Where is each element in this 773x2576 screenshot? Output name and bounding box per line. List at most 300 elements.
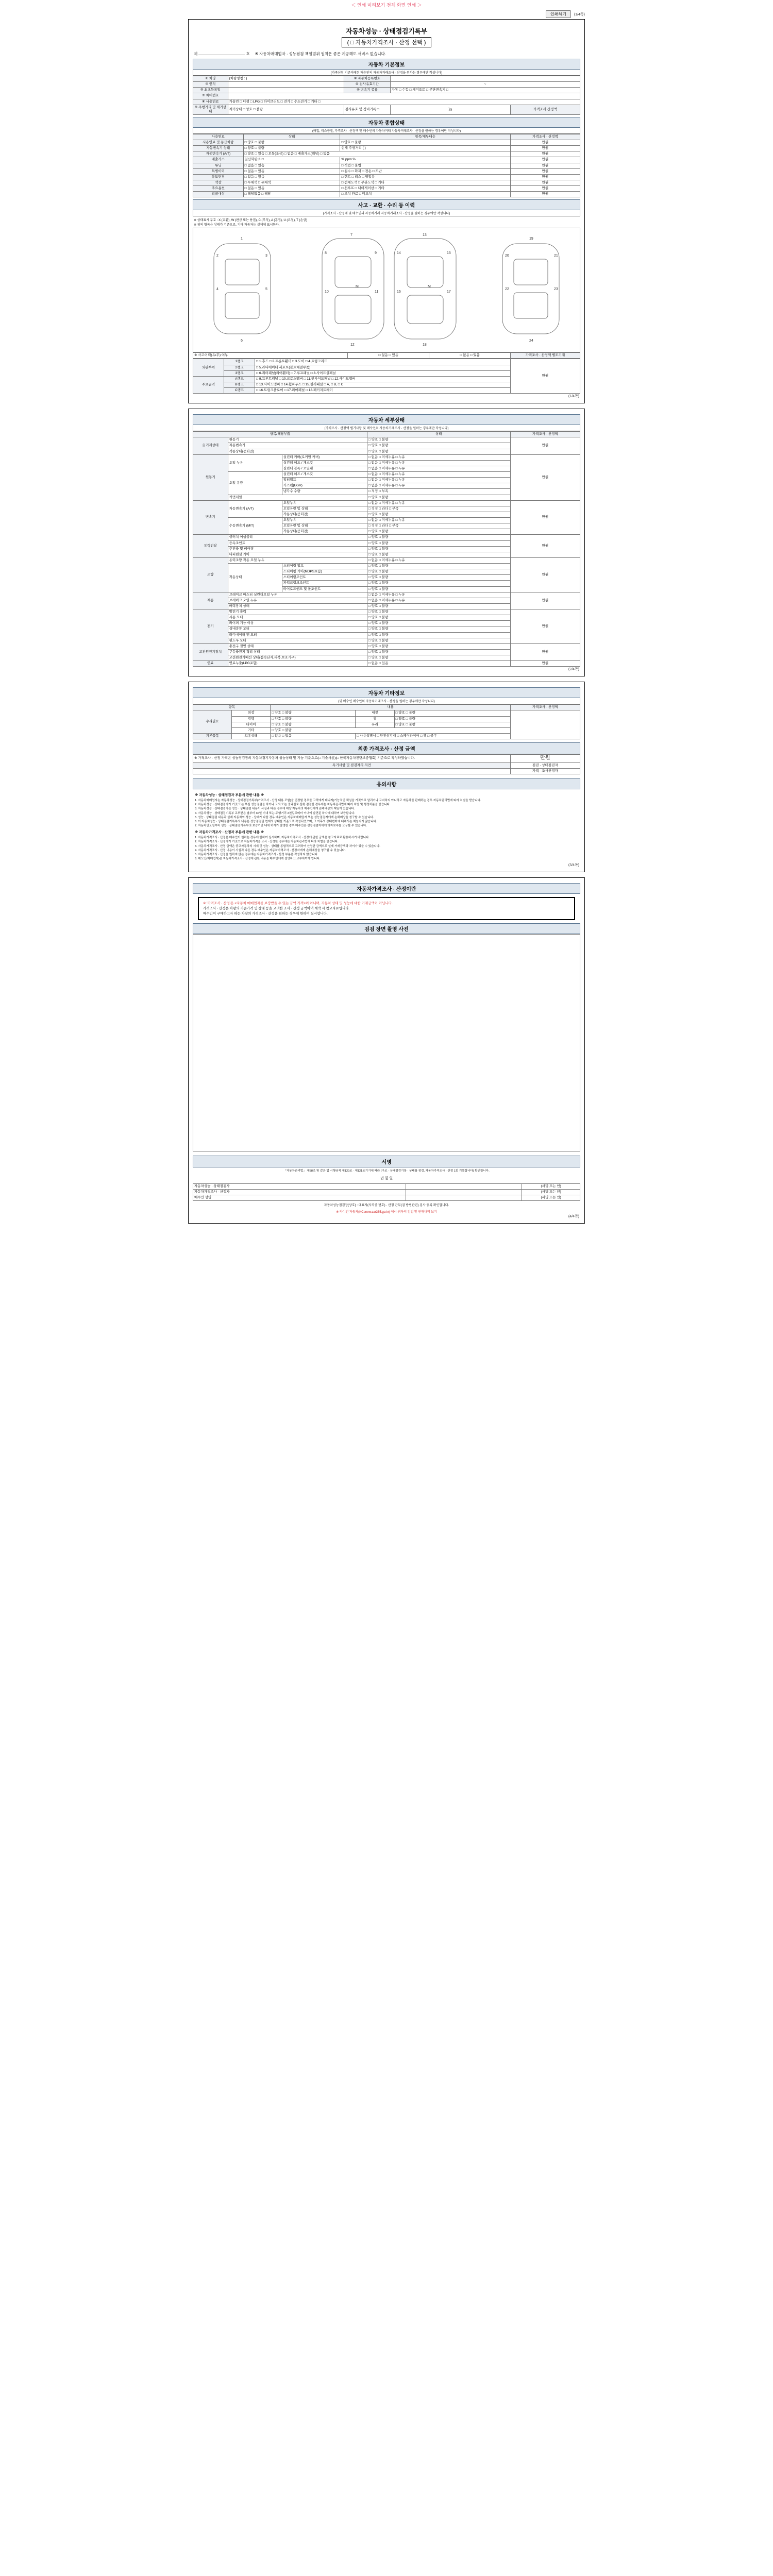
parts-price[interactable]: 만원 [510,359,580,394]
overall-detail-8[interactable]: □ 선루프 □ 내비게이션 □ 기타 [340,186,510,192]
page-indicator-p3: (3/4쪽) [568,863,579,868]
terms-band: 유의사항 [193,778,580,789]
other-item-1: 광택 [232,716,271,722]
detail-state-3-0[interactable]: □ 양호 □ 불량 [367,535,510,540]
detail-item-5-0: 브레이크 마스터 실린더오일 누유 [228,592,367,598]
detail-sub-1-3: 실린더 헤드 / 개스킷 [282,472,367,478]
row-value-firstreg[interactable] [228,88,344,93]
detail-item-6-4: 라디에이터 팬 모터 [228,632,367,638]
section-accident-band: 사고 · 교환 · 수리 등 이력 [193,199,580,210]
row-label-carname: ① 차명 [193,76,228,82]
other-info-table [193,704,580,739]
svg-text:21: 21 [554,254,558,258]
overall-detail-3[interactable]: % ppm % [340,157,510,163]
overall-price-0[interactable]: 만원 [510,140,580,146]
appraisal-warn-2: 매수인이 구매하고자 하는 차량의 가격조사 · 산정을 원하는 경우에 한하여 실시합니다. [203,911,328,916]
sig-label-0: 자동차성능 · 상태점검자 [193,1183,406,1189]
svg-text:12: 12 [350,343,355,347]
overall-detail-9[interactable]: □ 조치 완료 □ 미조치 [340,192,510,197]
svg-text:2: 2 [216,254,219,258]
overall-item-1[interactable]: □ 양호 □ 불량 [243,146,340,151]
remark-label: 특기사항 및 점검자의 의견 [193,762,511,768]
row-label-plate: ② 자동차등록번호 [344,76,390,82]
th-detail-2: 상태 [367,432,510,437]
detail-sub-2-2: 작동상태(공회전) [282,512,367,517]
svg-text:8: 8 [325,251,327,256]
detail-price-7[interactable]: 만원 [510,643,580,660]
detail-price-8[interactable]: 만원 [510,661,580,667]
section-other-band: 자동차 기타정보 [193,687,580,698]
parts-grade-2: 3랭크 [224,370,255,376]
detail-sub-4-5: 타이로드엔드 및 볼조인트 [282,586,367,592]
detail-item-3-2: 추진축 및 베어링 [228,546,367,552]
parts-items-5[interactable]: □ 16.트렁크플로어 □ 17.리어패널 □ 18.패키지트레이 [255,388,511,394]
th-overall-3: 가격조사 · 산정액 [510,134,580,140]
parts-grade-0: 1랭크 [224,359,255,365]
detail-state-3-2[interactable]: □ 양호 □ 불량 [367,546,510,552]
detail-item-0-2: 작동상태(공회전) [228,449,367,454]
terms-head-1: ※ 자동차성능 · 상태점검자 부분에 관한 내용 ※ [195,793,264,797]
detail-state-5-0[interactable]: □ 없음 □ 미세누유 □ 누유 [367,592,510,598]
detail-state-5-1[interactable]: □ 없음 □ 미세누유 □ 누유 [367,598,510,603]
overall-price-7[interactable]: 만원 [510,180,580,185]
page-indicator-p4: (4/4쪽) [568,1214,579,1218]
overall-item-7[interactable]: □ 무채색 □ 유채색 [243,180,340,185]
detail-sub-4-2: 스티어링 기어(MDPS포함) [282,569,367,575]
detail-item-4-0: 동력조향 작동 오일 누유 [228,557,367,563]
svg-text:9: 9 [375,251,377,256]
overall-price-8[interactable]: 만원 [510,186,580,192]
row-value-vin[interactable] [228,93,580,99]
detail-state-7-0[interactable]: □ 양호 □ 불량 [367,643,510,649]
row-value-year[interactable] [228,82,344,88]
detail-item-1-7: 커먼레일 [228,495,367,500]
detail-item-7-2: 고전원전기배선 상태(접속단자,피복,보호기구) [228,655,367,661]
terms-2-5: 6. 매도인(매매업자)은 자동차가격조사 · 산정에 관한 내용을 매수인에게 설명하고 교부하여야 합니다. [195,857,321,860]
other-left-1[interactable]: □ 양호 □ 불량 [271,716,356,722]
th-detail-3: 가격조사 · 산정액 [510,432,580,437]
overall-cat-5: 특별이력 [193,168,244,174]
other-midlabel-2: 유리 [356,722,394,727]
svg-text:M: M [428,285,431,289]
other-left-0[interactable]: □ 양호 □ 불량 [271,710,356,716]
row-label-vin: ⑦ 차대번호 [193,93,228,99]
appraisal-warn-1: 가격조사 · 산정은 차량의 기준가격 및 상태 등을 고려한 조사 · 산정 금액이며 계약 시 참고자료입니다. [203,906,350,910]
detail-item-8-0: 연료누출(LPG포함) [228,661,367,667]
total-price-band: 최종 가격조사 · 산정 금액 [193,742,580,754]
signature-table [193,1183,580,1201]
parts-grade-1: 2랭크 [224,365,255,370]
other-left-2[interactable]: □ 양호 □ 불량 [271,722,356,727]
terms-2-0: 1. 자동차가격조사 · 산정은 매수인이 원하는 경우에 한하여 실시하며, 자동차가격조사 · 산정에 관한 금액은 참고자료로 활용하시기 바랍니다. [195,836,369,840]
detail-state-6-4[interactable]: □ 양호 □ 불량 [367,632,510,638]
overall-item-0[interactable]: □ 양호 □ 불량 [243,140,340,146]
detail-state-2-5[interactable]: □ 양호 □ 불량 [367,529,510,535]
th-overall-0: 사용연료 [193,134,244,140]
detail-group-3: 동력전달 [193,535,228,558]
svg-text:14: 14 [397,251,401,256]
sig-label-2: 매수인 성명 [193,1195,406,1200]
appraisal-warning-box [198,897,575,920]
footer-note: ※ 카디건 자동차(KCenew.car365.go.kr) 에서 귀하의 검검 및 판매내역 보기 [336,1210,437,1214]
print-button[interactable]: 인쇄하기 [546,10,571,18]
detail-item-6-2: 와이퍼 기능 이상 [228,621,367,626]
svg-text:23: 23 [554,287,558,292]
detail-item-5-1: 브레이크 오일 누유 [228,598,367,603]
detail-sub-2-5: 작동상태(공회전) [282,529,367,535]
remark-blank[interactable] [193,768,511,774]
detail-item-2-3: 수동변속기 (M/T) [228,518,282,535]
detail-sub-4-3: 스티어링조인트 [282,575,367,581]
section-detail-note: (가격조사 · 산정액 별기사항 및 매수인의 자동차거래조사 · 산정을 원하는 경우에만 작성니다) [193,425,580,431]
detail-item-6-3: 실내송풍 모터 [228,626,367,632]
detail-item-3-0: 클러치 어셈블리 [228,535,367,540]
overall-price-2[interactable]: 만원 [510,151,580,157]
row-label-inspect: ④ 검사유효기간 [344,82,390,88]
detail-item-0-0: 원동기 [228,437,367,443]
decl-prefix: 제 [194,52,198,56]
other-mid-2[interactable]: □ 양호 □ 불량 [394,722,510,727]
accident-option-left[interactable]: □ 없음 □ 있음 [348,353,429,359]
detail-state-1-4[interactable]: □ 없음 □ 미세누유 □ 누유 [367,478,510,483]
signature-date[interactable]: 년 월 일 [380,1177,393,1181]
svg-text:11: 11 [375,290,379,294]
detail-state-7-2[interactable]: □ 양호 □ 불량 [367,655,510,661]
detail-item-7-1: 구동축전지 격리 상태 [228,649,367,655]
parts-cat-outer: 외판부위 [193,359,224,376]
declaration-line [194,51,579,57]
detail-item-7-0: 충전구 절연 상태 [228,643,367,649]
overall-price-3[interactable]: 만원 [510,157,580,163]
detail-state-6-5[interactable]: □ 양호 □ 불량 [367,638,510,643]
detail-state-4-0[interactable]: □ 없음 □ 미세누유 □ 누유 [367,557,510,563]
row-value-transmission[interactable]: 자동 □ 수동 □ 세미오토 □ 무단변속기 □ [390,88,580,93]
total-value[interactable]: 만원 [510,755,580,763]
row-value-mileage-unit: ㎞ [390,105,510,114]
terms-1-4: 5. 성능 · 상태점검 내용과 실제 자동차의 성능 · 상태가 다를 경우 매수인은 자동차매매업자 또는 성능점검자에게 손해배상을 청구할 수 있습니다. [195,816,374,819]
svg-text:19: 19 [529,237,533,241]
svg-text:4: 4 [216,287,219,292]
detail-item-6-0: 발전기 출력 [228,609,367,615]
accident-label: ※ 사고이력(유/무) 여부 [193,353,348,359]
overall-item-4[interactable]: □ 없음 □ 있음 [243,163,340,168]
print-toolbar [188,9,585,19]
detail-price-5[interactable]: 만원 [510,592,580,609]
svg-text:20: 20 [505,254,509,258]
detail-state-6-3[interactable]: □ 양호 □ 불량 [367,626,510,632]
other-mid-4[interactable]: □ 사용설명서 □ 안전삼각대 □ 스페어타이어 □ 잭 □ 공구 [356,733,510,739]
th-other-1: 내용 [271,705,511,710]
detail-state-2-1[interactable]: □ 적정 □ 과다 □ 부족 [367,506,510,512]
detail-group-8: 연료 [193,661,228,667]
th-other-0: 항목 [193,705,271,710]
terms-1-6: 7. 자동차인도일부터 성능 · 상태점검기록부의 보증기간 내에 하자가 발생한 경우 매수인은 성능점검자에게 하자보수를 요구할 수 있습니다. [195,824,367,827]
overall-price-9[interactable]: 만원 [510,192,580,197]
overall-cat-3: 배출가스 [193,157,244,163]
detail-sub-2-4: 오일유량 및 상태 [282,523,367,529]
sig-seal-2[interactable]: (서명 또는 인) [522,1195,580,1200]
other-left-3[interactable]: □ 양호 □ 불량 [271,727,511,733]
overall-detail-0[interactable]: □ 양호 □ 불량 [340,140,510,146]
section-basic-info-band: 자동차 기본정보 [193,59,580,70]
detail-state-1-1[interactable]: □ 없음 □ 미세누유 □ 누유 [367,460,510,466]
detail-item-0-1: 자동변속기 [228,443,367,449]
svg-text:13: 13 [423,233,427,238]
svg-text:10: 10 [325,290,329,294]
overall-cat-0: 사용연료 및 동급차량 [193,140,244,146]
detail-state-1-6[interactable]: □ 적정 □ 부족 [367,489,510,495]
inspection-photo-area[interactable] [193,934,580,1151]
overall-price-4[interactable]: 만원 [510,163,580,168]
row-value-mileage-state[interactable]: 계기상태 □ 양호 □ 불량 [228,105,344,114]
overall-detail-1[interactable]: 현재 주행거리 ( ) [340,146,510,151]
appraisal-def-band: 자동차가격조사 · 산정이란 [193,883,580,894]
top-notice-bar [0,0,773,9]
parts-items-1[interactable]: □ 5.라디에이터 서포트(볼트체결부품) [255,365,511,370]
legend-line-2: ※ 위의 항목은 상태가 기준으로, 기타 자동차는 실제에 표시한다. [194,224,280,227]
detail-state-7-1[interactable]: □ 양호 □ 불량 [367,649,510,655]
overall-cat-2: 자동변속기 (A/T) [193,151,244,157]
detail-state-5-2[interactable]: □ 양호 □ 불량 [367,603,510,609]
overall-item-8[interactable]: □ 없음 □ 있음 [243,186,340,192]
overall-item-2[interactable]: □ 양호 □ 있음 □ 보통(조금) □ 없음 □ 배출가스(해당) □ 없음 [243,151,510,157]
print-notice: ＜ 인쇄 미리보기 전체 화면 인쇄 ＞ [351,3,422,8]
parts-cat-frame: 주요골격 [193,376,224,393]
detail-state-0-0[interactable]: □ 양호 □ 불량 [367,437,510,443]
detail-group-6: 전기 [193,609,228,644]
detail-price-3[interactable]: 만원 [510,535,580,558]
row-value-mileage-price: 가격조사 산정액 [510,105,580,114]
detail-state-1-7[interactable]: □ 양호 □ 불량 [367,495,510,500]
svg-text:1: 1 [241,237,243,241]
photo-band: 검검 장면 촬영 사진 [193,923,580,934]
overall-cat-8: 주요옵션 [193,186,244,192]
page-1 [188,19,585,403]
other-midlabel-0: 내장 [356,710,394,716]
detail-state-4-2[interactable]: □ 양호 □ 불량 [367,569,510,575]
total-price-table [193,754,580,774]
row-label-mileage: ⑨ 주행거리 및 계기상태 [193,105,228,114]
detail-item-4-1: 작동상태 [228,564,282,592]
car-diagram-svg [193,228,580,349]
row-value-plate[interactable] [390,76,580,82]
other-item-0: 외장 [232,710,271,716]
svg-text:17: 17 [447,290,451,294]
detail-state-6-2[interactable]: □ 양호 □ 불량 [367,621,510,626]
detail-state-1-3[interactable]: □ 없음 □ 미세누유 □ 누유 [367,472,510,478]
overall-item-6[interactable]: □ 없음 □ 있음 [243,174,340,180]
detail-sub-1-4: 워터펌프 [282,478,367,483]
detail-sub-4-4: 파워크랭크조인트 [282,581,367,586]
detail-state-2-0[interactable]: □ 없음 □ 미세누유 □ 누유 [367,500,510,506]
signature-band: 서명 [193,1156,580,1167]
overall-detail-5[interactable]: □ 침수 □ 화재 □ 전손 □ 도난 [340,168,510,174]
accident-summary-table [193,352,580,359]
th-other-2: 가격조사 · 산정액 [510,705,580,710]
detail-item-6-1: 시동 모터 [228,615,367,621]
terms-1-0: 1. 자동차매매업자는 자동차성능 · 상태점검기록부(가격조사 · 산정 내용 포함)을 인정할 경우를 고객에게 매니저(기능적인 책임을 거짓으로 알리거나 고지하지 아니하고 자동차를 판매하는 경우 자동차관리법에 따라 처벌을 받습니다. [195,799,481,803]
overall-price-5[interactable]: 만원 [510,168,580,174]
diagram-legend [193,216,580,228]
overall-price-1[interactable]: 만원 [510,146,580,151]
overall-item-3[interactable]: 일산화탄소 □ [243,157,340,163]
overall-detail-7[interactable]: □ 전체도색 □ 부분도색 □ 기타 [340,180,510,185]
svg-text:5: 5 [265,287,267,292]
remark-appraiser[interactable]: 가격 · 조사산정자 [510,768,580,774]
terms-body [193,789,580,862]
row-value-mileage-record[interactable]: 검사유효 및 정비기록 □ [344,105,390,114]
row-value-fuel[interactable]: 가솔린 □ 디젤 □ LPG □ 하이브리드 □ 전기 □ 수소전기 □ 기타 □ [228,99,580,105]
sig-seal-0[interactable]: (서명 또는 인) [522,1183,580,1189]
sig-label-1: 자동차가격조사 · 산정자 [193,1189,406,1195]
parts-items-4[interactable]: □ 13.사이드멤버 □ 14.휠하우스 □ 15.필러패널 □ A, □ B, □ C [255,382,511,387]
document-root [0,0,773,1224]
sig-seal-1[interactable]: (서명 또는 인) [522,1189,580,1195]
section-other-note: (및 매수인 매수인의 자동차거래조사 · 산정을 원하는 경우에만 작성니다) [193,698,580,704]
overall-cat-4: 튜닝 [193,163,244,168]
section-overall-band: 자동차 종합상태 [193,117,580,128]
section-basic-info-note: (가족신청 기준거래된 매수인의 자동차거래조사 · 산정을 원하는 경우에만 작성니다) [193,70,580,76]
detail-group-1: 원동기 [193,454,228,500]
detail-sub-2-0: 오일누유 [282,500,367,506]
detail-state-3-1[interactable]: □ 양호 □ 불량 [367,540,510,546]
detail-state-4-5[interactable]: □ 양호 □ 불량 [367,586,510,592]
detail-sub-4-1: 스티어링 펌프 [282,564,367,569]
detail-group-5: 제동 [193,592,228,609]
detail-state-2-3[interactable]: □ 없음 □ 미세누유 □ 누유 [367,518,510,523]
page-indicator-p2: (2/4쪽) [568,668,579,672]
signature-statement: 「자동차관리법」 제58조 및 같은 법 시행규칙 제120조 · 제121조기기에 따라 (구조 · 상태점검기록 · 상태를 점검, 자동차가격조사 · 산정 1회 기록합니다) 확인합니다. [283,1170,490,1173]
detail-price-4[interactable]: 만원 [510,557,580,592]
detail-price-6[interactable]: 만원 [510,609,580,644]
parts-items-3[interactable]: □ 9.프론트패널 □ 10.크로스멤버 □ 11.인사이드패널 □ 12.사이드멤버 [255,376,511,382]
row-value-inspect[interactable]: ~ [390,82,580,88]
terms-1-2: 3. 자동차성능 · 상태점검자는 성능 · 상태점검 내용이 사실과 다른 경우에 해당 자동차의 매수인에게 손해배상의 책임이 있습니다. [195,807,355,811]
overall-cat-6: 용도변경 [193,174,244,180]
detail-item-3-1: 등속조인트 [228,540,367,546]
overall-cat-1: 자동변속기 상태 [193,146,244,151]
detail-state-3-3[interactable]: □ 양호 □ 불량 [367,552,510,557]
detail-sub-2-3: 오일누유 [282,518,367,523]
detail-state-table [193,431,580,667]
other-item-4: 보유상태 [232,733,271,739]
other-mid-0[interactable]: □ 양호 □ 불량 [394,710,510,716]
detail-state-2-2[interactable]: □ 양호 □ 불량 [367,512,510,517]
detail-group-2: 변속기 [193,500,228,535]
svg-text:15: 15 [447,251,451,256]
overall-item-9[interactable]: □ 해당없음 □ 해당 [243,192,340,197]
detail-sub-1-5: 가스켓(EGR) [282,483,367,489]
row-label-year: ③ 연식 [193,82,228,88]
detail-sub-1-6: 냉각수 수량 [282,489,367,495]
accident-price-note: 가격조사 · 산정액 별도기재 [510,353,580,359]
svg-text:18: 18 [423,343,427,347]
detail-state-1-5[interactable]: □ 없음 □ 미세누유 □ 누유 [367,483,510,489]
svg-text:3: 3 [265,254,267,258]
row-value-carname[interactable]: (차량명칭 : ) [228,76,344,82]
svg-text:6: 6 [241,339,243,343]
detail-item-5-2: 배력장치 상태 [228,603,367,609]
parts-grade-5: C랭크 [224,388,255,394]
detail-sub-1-1: 실린더 헤드 / 개스킷 [282,460,367,466]
overall-detail-6[interactable]: □ 렌트 □ 리스 □ 영업용 [340,174,510,180]
page-3 [188,682,585,872]
detail-state-6-1[interactable]: □ 양호 □ 불량 [367,615,510,621]
detail-state-1-0[interactable]: □ 없음 □ 미세누유 □ 누유 [367,454,510,460]
detail-state-6-0[interactable]: □ 양호 □ 불량 [367,609,510,615]
detail-state-4-4[interactable]: □ 양호 □ 불량 [367,581,510,586]
parts-items-0[interactable]: □ 1.후드 □ 2.프론트휀더 □ 3.도어 □ 4.트렁크리드 [255,359,511,365]
detail-state-4-1[interactable]: □ 양호 □ 불량 [367,564,510,569]
overall-state-table [193,134,580,197]
other-left-4[interactable]: □ 없음 □ 있음 [271,733,356,739]
other-mid-1[interactable]: □ 양호 □ 불량 [394,716,510,722]
page-indicator-p1: (1/4쪽) [568,395,579,399]
terms-2-1: 2. 자동차가격조사 · 산정자가 거짓으로 자동차가격을 조사 · 산정한 경우에는 자동차관리법에 따라 처벌을 받습니다. [195,840,339,844]
signature-subnote: 자동차성능점검장(상호) : 대표자(자격증 번호) · 산정 근무(검 방법관련) 검사 등록 확인합니다. [324,1204,449,1207]
detail-state-4-3[interactable]: □ 양호 □ 불량 [367,575,510,581]
detail-price-2[interactable]: 만원 [510,500,580,535]
total-note: ※ 가격조사 · 산정 가격은 성능점검장의 자동차경기자동차 성능상태 및 기능 기준으로(□ 기술사용)(□ 한국자동차진단보증협회) 기준으로 작성하였습니다. [193,755,511,763]
decl-no: 호 [246,52,250,56]
detail-state-8-0[interactable]: □ 없음 □ 있음 [367,661,510,667]
sig-input-2[interactable] [406,1195,522,1200]
detail-group-4: 조향 [193,557,228,592]
detail-state-0-1[interactable]: □ 양호 □ 불량 [367,443,510,449]
svg-text:24: 24 [529,339,533,343]
page-subtitle: ( □ 자동차가격조사 · 산정 선택 ) [342,37,432,47]
remark-inspector[interactable]: 점검 · 상태점검자 [510,762,580,768]
section-accident-note: (가격조사 · 산정에 및 매수인의 자동차거래 자동차거래조사 · 산정을 원하는 경우에만 작성니다) [193,210,580,216]
detail-price-1[interactable]: 만원 [510,454,580,500]
detail-price-0[interactable]: 만원 [510,437,580,454]
detail-state-0-2[interactable]: □ 양호 □ 불량 [367,449,510,454]
terms-1-1: 2. 자동차성능 · 상태점검자가 거짓 또는 부실 성능점검을 하거나 고의 또는 중과실로 잘못 점검한 경우에는 자동차관리법에 따라 처벌 및 행정처분을 받습니다. [195,803,391,807]
detail-item-6-5: 윈도우 모터 [228,638,367,643]
parts-grade-4: B랭크 [224,382,255,387]
legend-line-1: ※ 상태표시 부호 : X (교환), W (판금 또는 용접), C (부식), A (흠집), U (요철), T (손상) [194,219,307,223]
detail-sub-1-0: 실린더 커버(로커암 커버) [282,454,367,460]
page-indicator-1: (1/4쪽) [574,12,585,16]
row-label-transmission: ⑥ 변속기 종류 [344,88,390,93]
row-label-fuel: ⑧ 사용연료 [193,99,228,105]
other-midlabel-1: 휠 [356,716,394,722]
car-damage-diagram[interactable] [193,228,580,352]
svg-text:7: 7 [350,233,352,238]
sig-input-1[interactable] [406,1189,522,1195]
other-price[interactable] [510,710,580,739]
parts-grade-table [193,359,580,394]
detail-state-1-2[interactable]: □ 없음 □ 미세누유 □ 누유 [367,466,510,471]
parts-items-2[interactable]: □ 6.쿼터패널(리어휀더) □ 7.루프패널 □ 8.사이드실패널 [255,370,511,376]
overall-item-5[interactable]: □ 없음 □ 있음 [243,168,340,174]
sig-input-0[interactable] [406,1183,522,1189]
decl-text: ※ 자동차매매업자 · 성능점검 책임범위 원칙은 좋은 계공해도 서비스 없습니다. [255,52,386,56]
th-overall-2: 항목/세부내용 [340,134,510,140]
detail-item-3-3: 디퍼렌셜 기어 [228,552,367,557]
detail-state-2-4[interactable]: □ 적정 □ 과다 □ 부족 [367,523,510,529]
terms-2-3: 4. 자동차가격조사 · 산정 내용이 사실과 다른 경우 매수인은 자동차가격조사 · 산정자에게 손해배상을 청구할 수 있습니다. [195,849,346,852]
overall-cat-7: 색상 [193,180,244,185]
overall-detail-4[interactable]: □ 적법 □ 불법 [340,163,510,168]
accident-option-right[interactable]: □ 없음 □ 있음 [429,353,511,359]
terms-1-5: 6. 이 자동차성능 · 상태점검기록부의 내용은 성능점검일 현재의 상태를 기준으로 작성되었으며, 그 이후의 상태변화에 대해서는 책임지지 않습니다. [195,820,377,823]
other-cat-basic: 기본품목 [193,733,232,739]
page-title: 자동차성능 · 상태점검기록부 [346,27,427,35]
other-item-3: 기타 [232,727,271,733]
overall-price-6[interactable]: 만원 [510,174,580,180]
terms-2-2: 3. 자동차가격조사 · 산정 금액은 중고자동차의 시세 및 성능 · 상태를 종합적으로 고려하여 산정한 금액으로 실제 거래금액과 차이가 있을 수 있습니다. [195,844,380,848]
